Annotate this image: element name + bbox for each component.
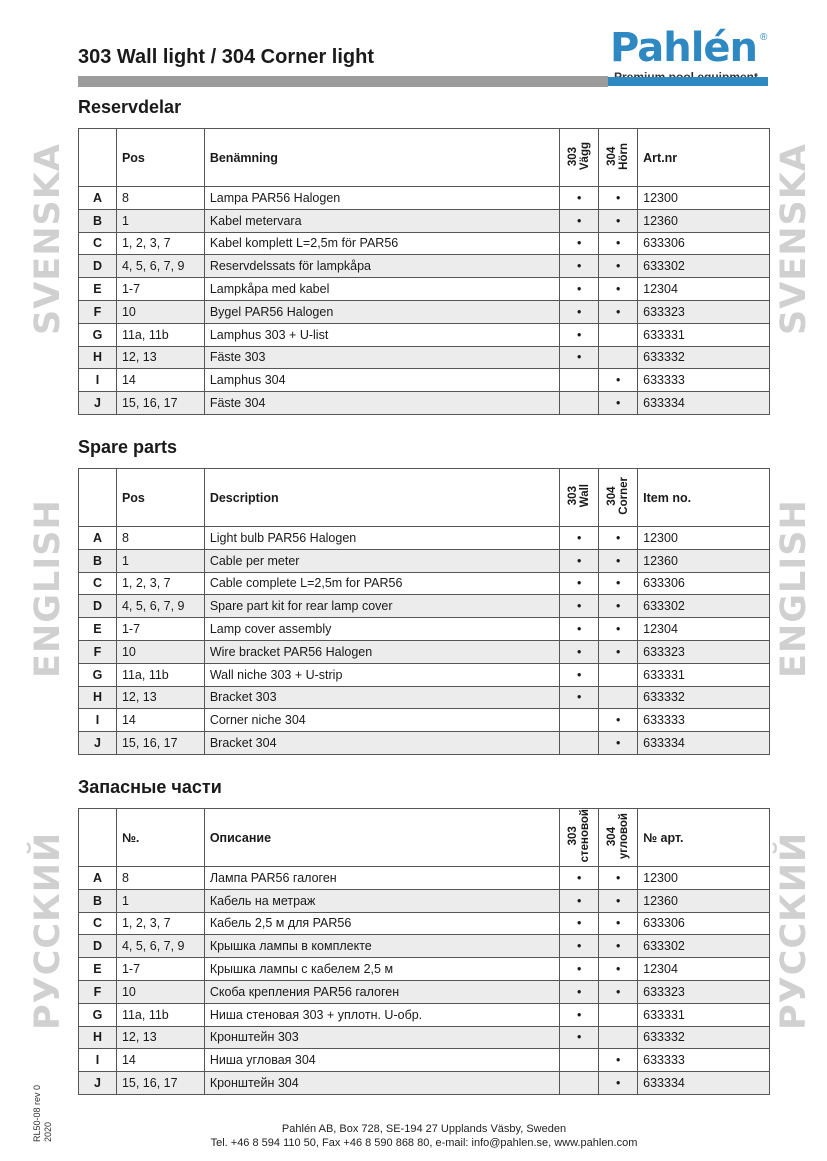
row-name: Bygel PAR56 Halogen xyxy=(204,300,559,323)
row-303-mark: • xyxy=(560,686,599,709)
row-303-mark: • xyxy=(560,935,599,958)
header-pos: Pos xyxy=(116,469,204,527)
row-304-mark xyxy=(599,1003,638,1026)
table-row xyxy=(79,980,770,1003)
table-row xyxy=(79,1003,770,1026)
language-label-right: SVENSKA xyxy=(774,143,814,335)
row-304-mark xyxy=(599,1026,638,1049)
row-name: Wall niche 303 + U-strip xyxy=(204,663,559,686)
header-col304 xyxy=(599,809,638,867)
row-art-no: 633306 xyxy=(638,572,770,595)
header-col304-model: 304 xyxy=(606,486,619,506)
footer-address xyxy=(78,1122,770,1150)
row-pos: 8 xyxy=(116,527,204,550)
row-303-mark: • xyxy=(560,958,599,981)
row-art-no: 633306 xyxy=(638,912,770,935)
table-row xyxy=(79,323,770,346)
table-row xyxy=(79,709,770,732)
row-name: Kabel komplett L=2,5m för PAR56 xyxy=(204,232,559,255)
row-letter: A xyxy=(79,867,117,890)
row-name: Wire bracket PAR56 Halogen xyxy=(204,640,559,663)
row-letter: E xyxy=(79,278,117,301)
row-letter: D xyxy=(79,935,117,958)
row-name: Кабель на метраж xyxy=(204,889,559,912)
row-name: Lamphus 303 + U-list xyxy=(204,323,559,346)
row-name: Light bulb PAR56 Halogen xyxy=(204,527,559,550)
row-letter: C xyxy=(79,912,117,935)
row-letter: H xyxy=(79,346,117,369)
header-col304-type: угловой xyxy=(618,812,631,860)
section-title: Reservdelar xyxy=(78,97,182,117)
row-name: Kabel metervara xyxy=(204,209,559,232)
row-303-mark xyxy=(560,1072,599,1095)
row-pos: 8 xyxy=(116,867,204,890)
row-303-mark xyxy=(560,732,599,755)
row-304-mark: • xyxy=(599,187,638,210)
language-label-right: ENGLISH xyxy=(774,499,814,678)
table-row xyxy=(79,640,770,663)
row-name: Cable complete L=2,5m for PAR56 xyxy=(204,572,559,595)
row-303-mark: • xyxy=(560,187,599,210)
table-row xyxy=(79,549,770,572)
table-row xyxy=(79,912,770,935)
row-name: Кронштейн 304 xyxy=(204,1072,559,1095)
table-row xyxy=(79,392,770,415)
parts-table xyxy=(78,808,770,1095)
row-name: Скоба крепления PAR56 галоген xyxy=(204,980,559,1003)
header-name: Description xyxy=(204,469,559,527)
row-letter: H xyxy=(79,686,117,709)
row-art-no: 633332 xyxy=(638,1026,770,1049)
row-art-no: 633332 xyxy=(638,346,770,369)
row-letter: G xyxy=(79,1003,117,1026)
row-303-mark: • xyxy=(560,278,599,301)
row-pos: 12, 13 xyxy=(116,346,204,369)
row-pos: 11a, 11b xyxy=(116,323,204,346)
header-col303-model: 303 xyxy=(567,146,580,166)
table-row xyxy=(79,209,770,232)
row-304-mark xyxy=(599,663,638,686)
row-303-mark xyxy=(560,709,599,732)
header-col304-type: Corner xyxy=(618,477,631,515)
row-art-no: 633323 xyxy=(638,300,770,323)
row-letter: F xyxy=(79,640,117,663)
header-col303-model: 303 xyxy=(567,826,580,846)
row-letter: C xyxy=(79,572,117,595)
row-name: Fäste 303 xyxy=(204,346,559,369)
row-name: Кабель 2,5 м для PAR56 xyxy=(204,912,559,935)
header-col303-model: 303 xyxy=(567,486,580,506)
row-pos: 1-7 xyxy=(116,958,204,981)
row-letter: D xyxy=(79,595,117,618)
row-name: Lamp cover assembly xyxy=(204,618,559,641)
row-pos: 1, 2, 3, 7 xyxy=(116,572,204,595)
header-name: Описание xyxy=(204,809,559,867)
footer-line-address: Pahlén AB, Box 728, SE-194 27 Upplands Väsby, Sweden xyxy=(281,1123,567,1135)
row-art-no: 633302 xyxy=(638,255,770,278)
header-col304-model: 304 xyxy=(606,826,619,846)
row-pos: 10 xyxy=(116,300,204,323)
row-art-no: 633333 xyxy=(638,709,770,732)
parts-table xyxy=(78,468,770,755)
row-pos: 14 xyxy=(116,369,204,392)
row-letter: J xyxy=(79,732,117,755)
row-304-mark: • xyxy=(599,980,638,1003)
table-row xyxy=(79,1049,770,1072)
row-art-no: 12360 xyxy=(638,549,770,572)
doc-year: 2020 xyxy=(43,1122,53,1143)
row-303-mark: • xyxy=(560,663,599,686)
row-303-mark: • xyxy=(560,640,599,663)
header-col303 xyxy=(560,809,599,867)
row-pos: 15, 16, 17 xyxy=(116,392,204,415)
row-name: Ниша стеновая 303 + уплотн. U-обр. xyxy=(204,1003,559,1026)
row-303-mark xyxy=(560,392,599,415)
document-code xyxy=(32,1085,54,1142)
row-art-no: 633333 xyxy=(638,1049,770,1072)
row-art-no: 633306 xyxy=(638,232,770,255)
section-title: Запасные части xyxy=(78,777,222,797)
row-art-no: 633323 xyxy=(638,980,770,1003)
row-name: Lampkåpa med kabel xyxy=(204,278,559,301)
doc-revision: RL50-08 rev 0 xyxy=(32,1085,42,1143)
row-303-mark xyxy=(560,1049,599,1072)
row-303-mark: • xyxy=(560,527,599,550)
row-art-no: 12304 xyxy=(638,618,770,641)
header-col303 xyxy=(560,469,599,527)
row-name: Крышка лампы с кабелем 2,5 м xyxy=(204,958,559,981)
row-pos: 4, 5, 6, 7, 9 xyxy=(116,935,204,958)
row-name: Лампа PAR56 галоген xyxy=(204,867,559,890)
row-letter: J xyxy=(79,392,117,415)
row-art-no: 12360 xyxy=(638,209,770,232)
table-row xyxy=(79,686,770,709)
row-pos: 11a, 11b xyxy=(116,663,204,686)
row-letter: B xyxy=(79,889,117,912)
row-pos: 11a, 11b xyxy=(116,1003,204,1026)
row-art-no: 633331 xyxy=(638,663,770,686)
table-row xyxy=(79,618,770,641)
header-col304-label xyxy=(606,143,630,170)
row-letter: G xyxy=(79,663,117,686)
header-col303-label xyxy=(567,809,591,862)
header-rule-gray xyxy=(78,76,608,87)
logo-wordmark: Pahlén xyxy=(610,25,758,71)
row-letter: F xyxy=(79,980,117,1003)
row-303-mark xyxy=(560,369,599,392)
row-name: Bracket 304 xyxy=(204,732,559,755)
row-304-mark: • xyxy=(599,732,638,755)
row-303-mark: • xyxy=(560,346,599,369)
row-art-no: 633331 xyxy=(638,323,770,346)
row-303-mark: • xyxy=(560,618,599,641)
header-letter xyxy=(79,129,117,187)
table-row xyxy=(79,300,770,323)
row-304-mark: • xyxy=(599,1072,638,1095)
row-name: Bracket 303 xyxy=(204,686,559,709)
table-row xyxy=(79,1026,770,1049)
table-row xyxy=(79,527,770,550)
row-letter: E xyxy=(79,618,117,641)
row-pos: 4, 5, 6, 7, 9 xyxy=(116,255,204,278)
row-304-mark xyxy=(599,346,638,369)
row-303-mark: • xyxy=(560,889,599,912)
header-col303-type: Vägg xyxy=(579,141,592,171)
table-row xyxy=(79,278,770,301)
row-303-mark: • xyxy=(560,255,599,278)
row-304-mark: • xyxy=(599,709,638,732)
row-name: Cable per meter xyxy=(204,549,559,572)
row-letter: E xyxy=(79,958,117,981)
row-pos: 1 xyxy=(116,209,204,232)
table-row xyxy=(79,1072,770,1095)
row-303-mark: • xyxy=(560,209,599,232)
row-304-mark: • xyxy=(599,549,638,572)
row-304-mark: • xyxy=(599,278,638,301)
header-col303-type: Wall xyxy=(579,484,592,508)
header-name: Benämning xyxy=(204,129,559,187)
row-name: Lamphus 304 xyxy=(204,369,559,392)
row-304-mark: • xyxy=(599,640,638,663)
header-col303 xyxy=(560,129,599,187)
table-row xyxy=(79,346,770,369)
header-art: Item no. xyxy=(638,469,770,527)
row-name: Крышка лампы в комплекте xyxy=(204,935,559,958)
row-name: Spare part kit for rear lamp cover xyxy=(204,595,559,618)
row-304-mark: • xyxy=(599,912,638,935)
row-304-mark: • xyxy=(599,867,638,890)
row-art-no: 12300 xyxy=(638,187,770,210)
row-303-mark: • xyxy=(560,1026,599,1049)
row-art-no: 12304 xyxy=(638,958,770,981)
row-name: Ниша угловая 304 xyxy=(204,1049,559,1072)
row-pos: 1-7 xyxy=(116,618,204,641)
row-pos: 12, 13 xyxy=(116,1026,204,1049)
row-letter: I xyxy=(79,1049,117,1072)
row-letter: H xyxy=(79,1026,117,1049)
row-name: Reservdelssats för lampkåpa xyxy=(204,255,559,278)
row-pos: 14 xyxy=(116,709,204,732)
footer-line-contact: Tel. +46 8 594 110 50, Fax +46 8 590 868 80, e-mail: info@pahlen.se, www.pahlen.com xyxy=(210,1137,638,1149)
row-art-no: 633334 xyxy=(638,392,770,415)
row-304-mark: • xyxy=(599,958,638,981)
row-letter: D xyxy=(79,255,117,278)
header-rule-blue xyxy=(608,77,768,86)
row-letter: I xyxy=(79,369,117,392)
row-pos: 1, 2, 3, 7 xyxy=(116,232,204,255)
table-row xyxy=(79,867,770,890)
header-col304 xyxy=(599,469,638,527)
row-letter: J xyxy=(79,1072,117,1095)
row-304-mark: • xyxy=(599,889,638,912)
row-pos: 8 xyxy=(116,187,204,210)
row-304-mark xyxy=(599,323,638,346)
row-303-mark: • xyxy=(560,912,599,935)
row-pos: 1 xyxy=(116,889,204,912)
header-art: № арт. xyxy=(638,809,770,867)
row-304-mark: • xyxy=(599,1049,638,1072)
row-letter: A xyxy=(79,527,117,550)
row-303-mark: • xyxy=(560,1003,599,1026)
table-row xyxy=(79,889,770,912)
header-art: Art.nr xyxy=(638,129,770,187)
row-pos: 10 xyxy=(116,640,204,663)
row-art-no: 633331 xyxy=(638,1003,770,1026)
row-letter: B xyxy=(79,549,117,572)
row-303-mark: • xyxy=(560,300,599,323)
row-304-mark: • xyxy=(599,392,638,415)
language-label-left: ENGLISH xyxy=(28,499,68,678)
header-pos: №. xyxy=(116,809,204,867)
registered-mark: ® xyxy=(760,32,768,43)
row-pos: 15, 16, 17 xyxy=(116,1072,204,1095)
header-col304-model: 304 xyxy=(606,146,619,166)
header-col303-type: стеновой xyxy=(579,809,592,863)
row-304-mark: • xyxy=(599,369,638,392)
table-row xyxy=(79,595,770,618)
row-art-no: 633334 xyxy=(638,1072,770,1095)
row-303-mark: • xyxy=(560,323,599,346)
row-letter: C xyxy=(79,232,117,255)
row-art-no: 633302 xyxy=(638,935,770,958)
row-pos: 10 xyxy=(116,980,204,1003)
row-303-mark: • xyxy=(560,980,599,1003)
row-304-mark: • xyxy=(599,232,638,255)
row-304-mark: • xyxy=(599,300,638,323)
row-letter: I xyxy=(79,709,117,732)
table-row xyxy=(79,187,770,210)
row-letter: A xyxy=(79,187,117,210)
row-304-mark: • xyxy=(599,618,638,641)
row-art-no: 633334 xyxy=(638,732,770,755)
header-letter xyxy=(79,809,117,867)
pahlen-logo xyxy=(610,25,770,84)
row-letter: G xyxy=(79,323,117,346)
row-pos: 1 xyxy=(116,549,204,572)
row-name: Lampa PAR56 Halogen xyxy=(204,187,559,210)
table-row xyxy=(79,732,770,755)
row-pos: 15, 16, 17 xyxy=(116,732,204,755)
parts-table xyxy=(78,128,770,415)
row-art-no: 12360 xyxy=(638,889,770,912)
row-art-no: 12300 xyxy=(638,527,770,550)
row-letter: B xyxy=(79,209,117,232)
language-label-left: РУССКИЙ xyxy=(28,831,68,1030)
row-pos: 1-7 xyxy=(116,278,204,301)
row-304-mark: • xyxy=(599,527,638,550)
row-304-mark: • xyxy=(599,255,638,278)
header-col304-label xyxy=(606,813,630,859)
table-row xyxy=(79,958,770,981)
header-col304-label xyxy=(606,477,630,515)
table-row xyxy=(79,369,770,392)
table-header-row xyxy=(79,809,770,867)
row-304-mark: • xyxy=(599,935,638,958)
page-title: 303 Wall light / 304 Corner light xyxy=(78,46,374,68)
table-row xyxy=(79,232,770,255)
row-art-no: 633332 xyxy=(638,686,770,709)
header-col304-type: Hörn xyxy=(618,142,631,170)
row-303-mark: • xyxy=(560,572,599,595)
row-303-mark: • xyxy=(560,232,599,255)
row-art-no: 12304 xyxy=(638,278,770,301)
row-name: Кронштейн 303 xyxy=(204,1026,559,1049)
header-col303-label xyxy=(567,484,591,507)
table-row xyxy=(79,255,770,278)
table-header-row xyxy=(79,469,770,527)
table-row xyxy=(79,935,770,958)
row-letter: F xyxy=(79,300,117,323)
row-art-no: 633333 xyxy=(638,369,770,392)
row-art-no: 12300 xyxy=(638,867,770,890)
header-col304 xyxy=(599,129,638,187)
table-row xyxy=(79,572,770,595)
row-name: Corner niche 304 xyxy=(204,709,559,732)
language-label-left: SVENSKA xyxy=(28,143,68,335)
header-letter xyxy=(79,469,117,527)
row-pos: 14 xyxy=(116,1049,204,1072)
row-pos: 1, 2, 3, 7 xyxy=(116,912,204,935)
table-header-row xyxy=(79,129,770,187)
header-col303-label xyxy=(567,142,591,170)
row-name: Fäste 304 xyxy=(204,392,559,415)
row-303-mark: • xyxy=(560,867,599,890)
row-304-mark xyxy=(599,686,638,709)
table-row xyxy=(79,663,770,686)
header-pos: Pos xyxy=(116,129,204,187)
row-303-mark: • xyxy=(560,549,599,572)
row-art-no: 633302 xyxy=(638,595,770,618)
row-pos: 12, 13 xyxy=(116,686,204,709)
row-304-mark: • xyxy=(599,209,638,232)
row-303-mark: • xyxy=(560,595,599,618)
section-title: Spare parts xyxy=(78,437,178,457)
language-label-right: РУССКИЙ xyxy=(774,831,814,1030)
row-304-mark: • xyxy=(599,595,638,618)
row-art-no: 633323 xyxy=(638,640,770,663)
row-304-mark: • xyxy=(599,572,638,595)
row-pos: 4, 5, 6, 7, 9 xyxy=(116,595,204,618)
